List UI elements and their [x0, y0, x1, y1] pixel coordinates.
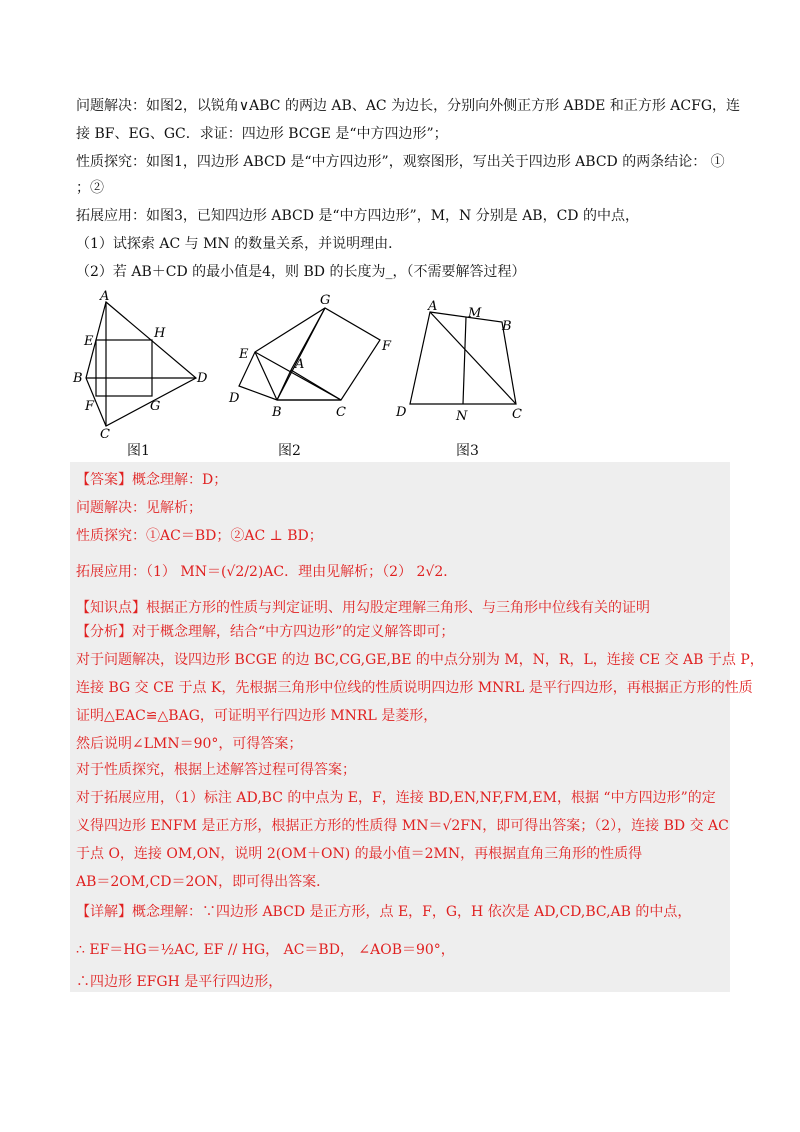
fig3-label-a: A — [428, 299, 438, 314]
analysis-tag: 【分析】 — [76, 624, 132, 640]
figure-3 — [390, 290, 540, 440]
fig3-label-m: M — [468, 306, 482, 321]
analysis-text: 对于概念理解，结合“中方四边形”的定义解答即可； — [132, 624, 455, 640]
text-line: ；② — [76, 180, 104, 196]
figure-1 — [70, 290, 220, 440]
answer-line — [76, 470, 724, 490]
fig3-label-n: N — [456, 409, 468, 424]
detail-line: ∴四边形 EFGH 是平行四边形， — [76, 974, 283, 990]
analysis-line: 对于性质探究，根据上述解答过程可得答案； — [76, 762, 356, 778]
fig2-caption: 图2 — [278, 443, 301, 459]
analysis-line: 对于拓展应用，（1）标注 AD,BC 的中点为 E，F，连接 BD,EN,NF,FM,EM，根据 “中方四边形”的定 — [76, 790, 716, 806]
answer-line: 拓展应用：（1） MN＝(√2/2)AC．理由见解析；（2） 2√2． — [76, 564, 458, 580]
fig1-label-h: H — [154, 326, 166, 341]
text-line: 接 BF、EG、GC．求证：四边形 BCGE 是“中方四边形”； — [76, 126, 448, 142]
fig2-label-g: G — [320, 293, 331, 308]
fig2-label-d: D — [229, 391, 240, 406]
analysis-line: 于点 O，连接 OM,ON，说明 2(OM＋ON) 的最小值＝2MN，再根据直角三角形的性质得 — [76, 846, 643, 862]
detail-tag: 【详解】 — [76, 904, 132, 920]
knowledge-line — [76, 598, 724, 618]
answer-line: 问题解决：见解析； — [76, 500, 202, 516]
answer-text: 概念理解：D； — [132, 472, 228, 488]
fig1-label-c: C — [100, 427, 110, 440]
text-line: 拓展应用：如图3，已知四边形 ABCD 是“中方四边形”，M，N 分别是 AB，CD 的中点， — [76, 208, 639, 224]
figure-2 — [225, 290, 395, 440]
analysis-line: 对于问题解决，设四边形 BCGE 的边 BC,CG,GE,BE 的中点分别为 M，N，R，L，连接 CE 交 AB 于点 P， — [76, 652, 764, 668]
detail-text: 概念理解：∵四边形 ABCD 是正方形，点 E，F，G，H 依次是 AD,CD,BC,AB 的中点， — [132, 904, 692, 920]
fig2-label-a: A — [295, 357, 305, 372]
fig2-label-b: B — [272, 405, 282, 420]
analysis-line: 连接 BG 交 CE 于点 K，先根据三角形中位线的性质说明四边形 MNRL 是平行四边形，再根据正方形的性质 — [76, 680, 753, 696]
detail-line: ∴ EF＝HG＝½AC, EF // HG， AC＝BD， ∠AOB＝90°， — [76, 942, 455, 958]
fig3-label-d: D — [396, 405, 407, 420]
answer-line: 性质探究：①AC＝BD；②AC ⊥ BD； — [76, 528, 323, 544]
fig2-label-e: E — [239, 347, 249, 362]
detail-line — [76, 902, 724, 922]
analysis-line: 义得四边形 ENFM 是正方形，根据正方形的性质得 MN＝√2FN，即可得出答案；（2），连接 BD 交 AC — [76, 818, 729, 834]
analysis-line: 然后说明∠LMN＝90°，可得答案； — [76, 736, 303, 752]
answer-tag: 【答案】 — [76, 472, 132, 488]
fig1-label-b: B — [73, 371, 83, 386]
fig3-label-c: C — [512, 407, 522, 422]
figures-row — [70, 290, 540, 460]
fig1-label-g: G — [150, 399, 161, 414]
fig1-label-a: A — [100, 290, 110, 304]
fig2-label-c: C — [336, 405, 346, 420]
analysis-line — [76, 622, 724, 642]
fig1-label-e: E — [84, 334, 94, 349]
text-line: 性质探究：如图1，四边形 ABCD 是“中方四边形”，观察图形，写出关于四边形 ABCD 的两条结论： ① — [76, 154, 725, 170]
fig1-label-f: F — [85, 399, 95, 414]
text-line: （1）试探索 AC 与 MN 的数量关系，并说明理由． — [76, 236, 403, 252]
text-line: 问题解决：如图2，以锐角∨ABC 的两边 AB、AC 为边长，分别向外侧正方形 ABDE 和正方形 ACFG，连 — [76, 98, 741, 114]
analysis-line: AB＝2OM,CD＝2ON，即可得出答案． — [76, 874, 331, 890]
analysis-line: 证明△EAC≌△BAG，可证明平行四边形 MNRL 是菱形， — [76, 708, 438, 724]
fig3-caption: 图3 — [456, 443, 479, 459]
fig3-label-b: B — [502, 319, 512, 334]
fig1-caption: 图1 — [127, 443, 150, 459]
knowledge-text: 根据正方形的性质与判定证明、用勾股定理解三角形、与三角形中位线有关的证明 — [146, 600, 650, 616]
knowledge-tag: 【知识点】 — [76, 600, 146, 616]
text-line: （2）若 AB＋CD 的最小值是4，则 BD 的长度为_，（不需要解答过程） — [76, 264, 526, 280]
fig1-label-d: D — [197, 371, 208, 386]
fig2-label-f: F — [382, 339, 392, 354]
